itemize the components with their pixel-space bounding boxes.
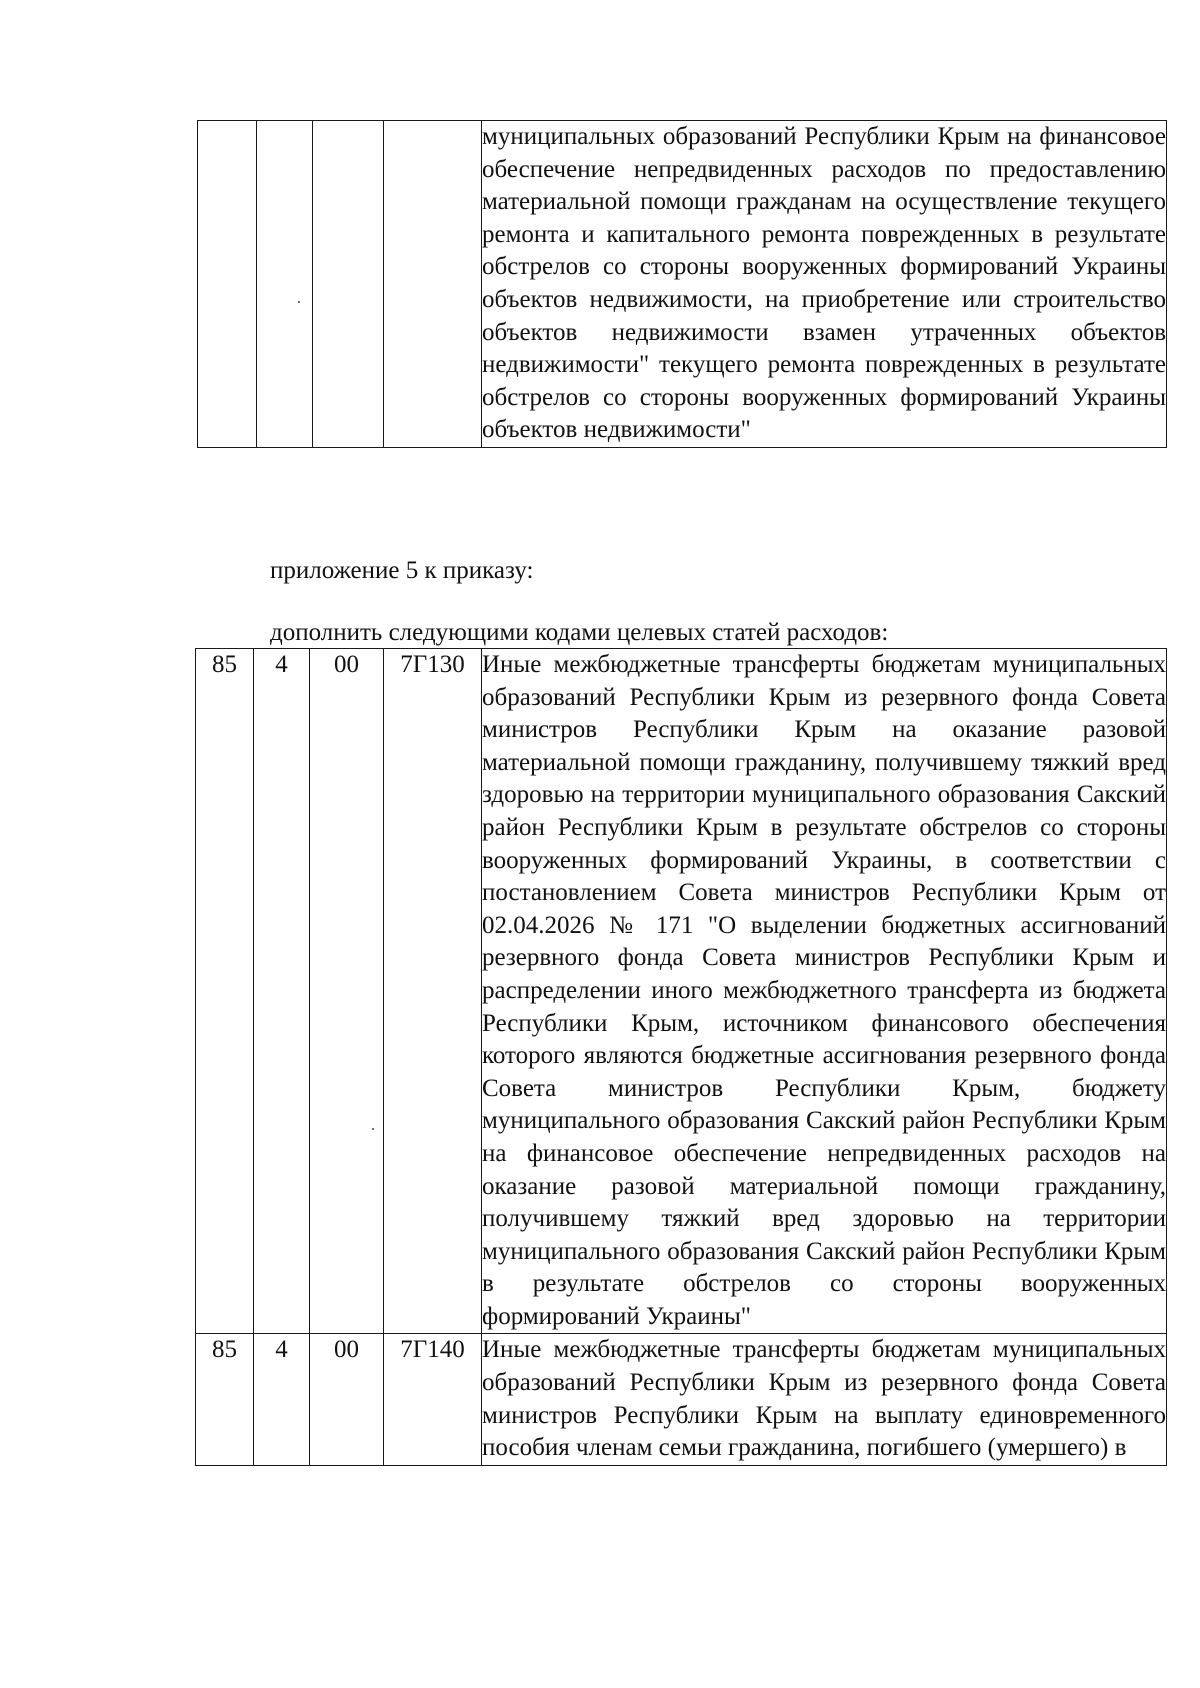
code-cell-3 bbox=[313, 121, 384, 448]
code-cell-2 bbox=[257, 121, 313, 448]
instruction-note: дополнить следующими кодами целевых статей расходов: bbox=[270, 619, 889, 646]
appendix-note: приложение 5 к приказу: bbox=[270, 557, 534, 584]
code-cell-4: 7Г140 bbox=[384, 1334, 482, 1465]
table-row bbox=[196, 649, 1167, 1334]
table-row bbox=[198, 121, 1167, 448]
code-cell-1: 85 bbox=[196, 1334, 254, 1465]
code-cell-2: 4 bbox=[254, 1334, 310, 1465]
table-row bbox=[196, 1334, 1167, 1465]
description-cell: Иные межбюджетные трансферты бюджетам муниципальных образований Республики Крым из резервного фонда Совета министров Республики Крым на оказание разовой материальной помощи гражданину, получившему тяжкий вред здоровью на территории муниципального образования Сакский район Республики Крым в результате обстрелов со стороны вооруженных формирований Украины, в соответствии с постановлением Совета министров Республики Крым от 02.04.2026 № 171 "О выделении бюджетных ассигнований резервного фонда Совета министров Республики Крым и распределении иного межбюджетного трансферта из бюджета Республики Крым, источником финансового обеспечения которого являются бюджетные ассигнования резервного фонда Совета министров Республики Крым, бюджету муниципального образования Сакский район Республики Крым на финансовое обеспечение непредвиденных расходов на оказание разовой материальной помощи гражданину, получившему тяжкий вред здоровью на территории муниципального образования Сакский район Республики Крым в результате обстрелов со стороны вооруженных формирований Украины" bbox=[482, 649, 1167, 1334]
code-cell-4: 7Г130 bbox=[384, 649, 482, 1334]
code-cell-1 bbox=[198, 121, 257, 448]
description-cell: муниципальных образований Республики Крым на финансовое обеспечение непредвиденных расходов по предоставлению материальной помощи гражданам на осуществление текущего ремонта и капитального ремонта поврежденных в результате обстрелов со стороны вооруженных формирований Украины объектов недвижимости, на приобретение или строительство объектов недвижимости взамен утраченных объектов недвижимости" текущего ремонта поврежденных в результате обстрелов со стороны вооруженных формирований Украины объектов недвижимости" bbox=[482, 121, 1167, 448]
code-cell-3: 00 bbox=[310, 1334, 384, 1465]
target-codes-table bbox=[195, 648, 1167, 1466]
code-cell-3: 00 bbox=[310, 649, 384, 1334]
code-cell-1: 85 bbox=[196, 649, 254, 1334]
code-cell-4 bbox=[384, 121, 482, 448]
scan-speck bbox=[372, 1128, 374, 1130]
code-cell-2: 4 bbox=[254, 649, 310, 1334]
scan-speck bbox=[298, 301, 300, 303]
description-cell: Иные межбюджетные трансферты бюджетам муниципальных образований Республики Крым из резервного фонда Совета министров Республики Крым на выплату единовременного пособия членам семьи гражданина, погибшего (умершего) в bbox=[482, 1334, 1167, 1465]
target-codes-table-continued bbox=[197, 120, 1167, 448]
